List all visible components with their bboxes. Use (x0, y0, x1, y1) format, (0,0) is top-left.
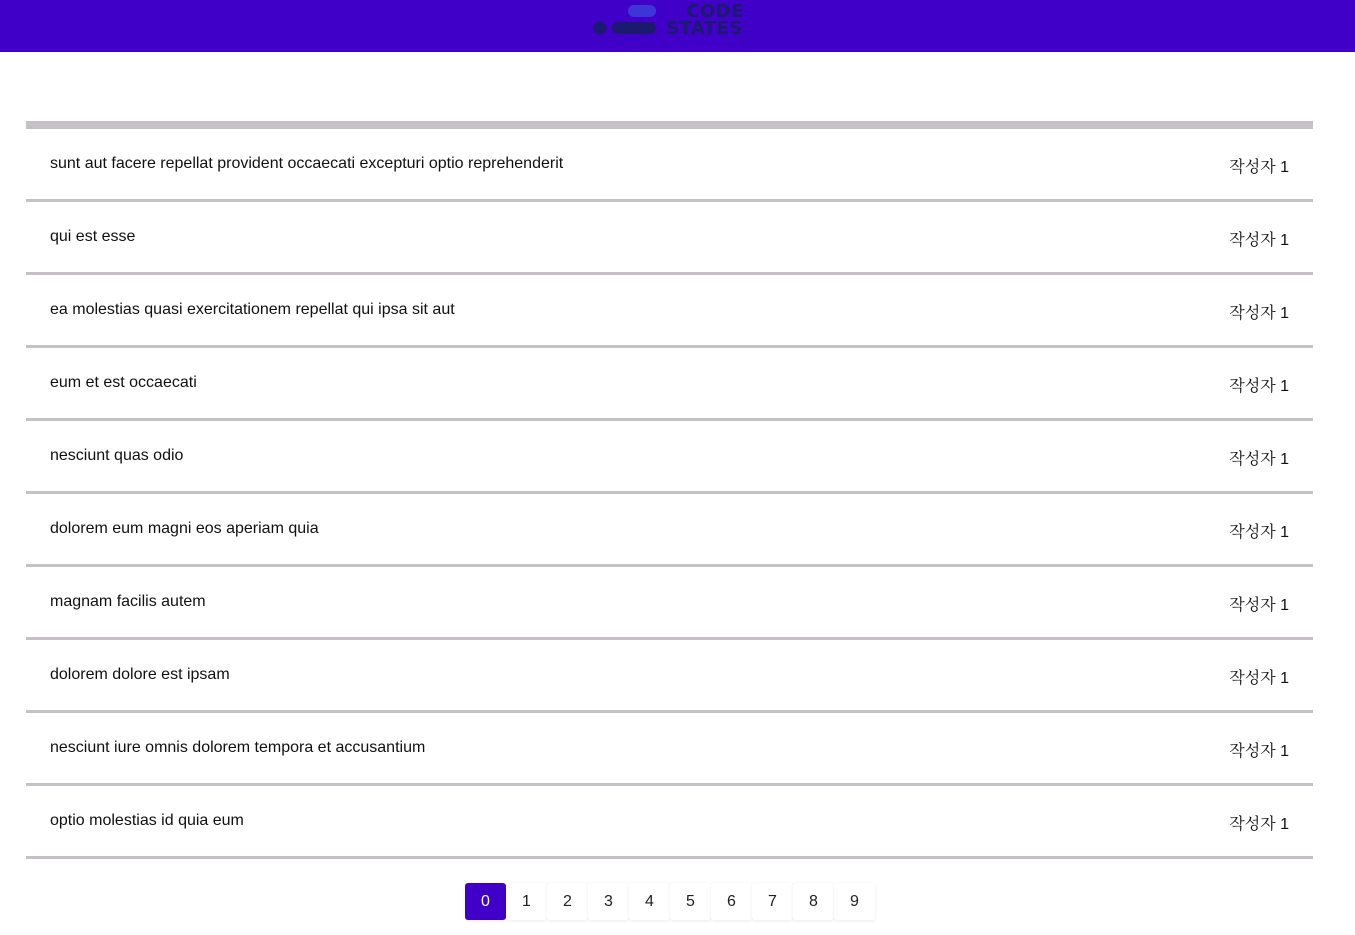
post-author: 작성자 1 (1229, 232, 1289, 249)
post-item[interactable] (26, 202, 1313, 275)
post-title[interactable]: nesciunt quas odio (50, 447, 184, 464)
post-author: 작성자 1 (1229, 524, 1289, 541)
logo-text-code: CODE (686, 1, 744, 22)
post-author: 작성자 1 (1229, 597, 1289, 614)
code-states-logo[interactable] (592, 3, 752, 39)
page-button-2[interactable]: 2 (547, 883, 588, 920)
post-author: 작성자 1 (1229, 743, 1289, 760)
post-item[interactable] (26, 348, 1313, 421)
post-item[interactable] (26, 786, 1313, 859)
post-item[interactable] (26, 713, 1313, 786)
logo-text-states: STATES (666, 18, 743, 39)
post-title[interactable]: dolorem dolore est ipsam (50, 666, 230, 683)
post-item[interactable] (26, 421, 1313, 494)
page-button-6[interactable]: 6 (711, 883, 752, 920)
post-item[interactable] (26, 640, 1313, 713)
page-button-5[interactable]: 5 (670, 883, 711, 920)
page-button-4[interactable]: 4 (629, 883, 670, 920)
post-author: 작성자 1 (1229, 305, 1289, 322)
logo-wordmark (666, 3, 750, 37)
post-title[interactable]: optio molestias id quia eum (50, 812, 244, 829)
post-title[interactable]: ea molestias quasi exercitationem repellat qui ipsa sit aut (50, 301, 455, 318)
post-title[interactable]: eum et est occaecati (50, 374, 197, 391)
post-author: 작성자 1 (1229, 816, 1289, 833)
post-item[interactable] (26, 567, 1313, 640)
post-title[interactable]: dolorem eum magni eos aperiam quia (50, 520, 319, 537)
post-author: 작성자 1 (1229, 378, 1289, 395)
post-item[interactable] (26, 129, 1313, 202)
page-button-8[interactable]: 8 (793, 883, 834, 920)
page-button-0[interactable]: 0 (465, 883, 506, 920)
post-author: 작성자 1 (1229, 670, 1289, 687)
page-button-3[interactable]: 3 (588, 883, 629, 920)
post-list (26, 121, 1313, 859)
logo-mark-icon (592, 3, 662, 39)
post-author: 작성자 1 (1229, 451, 1289, 468)
page-button-7[interactable]: 7 (752, 883, 793, 920)
page-button-1[interactable]: 1 (506, 883, 547, 920)
post-title[interactable]: nesciunt iure omnis dolorem tempora et accusantium (50, 739, 426, 756)
list-top-divider (26, 121, 1313, 129)
post-item[interactable] (26, 494, 1313, 567)
post-author: 작성자 1 (1229, 159, 1289, 176)
post-title[interactable]: magnam facilis autem (50, 593, 206, 610)
post-title[interactable]: qui est esse (50, 228, 136, 245)
app-header (0, 0, 1355, 52)
post-item[interactable] (26, 275, 1313, 348)
page-button-9[interactable]: 9 (834, 883, 875, 920)
pagination (465, 883, 875, 920)
post-title[interactable]: sunt aut facere repellat provident occaecati excepturi optio reprehenderit (50, 155, 564, 172)
